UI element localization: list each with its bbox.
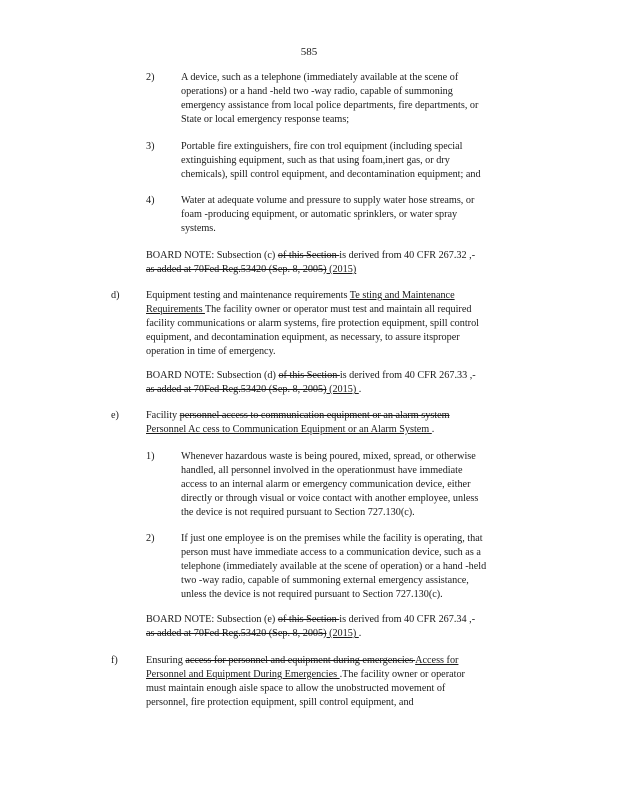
text-line: State or local emergency response teams; bbox=[181, 114, 350, 125]
deleted-text: access for personnel and equipment during emergencies bbox=[185, 655, 416, 666]
board-note-e bbox=[146, 613, 475, 641]
paragraph-item-e2 bbox=[181, 532, 486, 602]
text-line: extinguishing equipment, such as that using foam,inert gas, or dry bbox=[181, 155, 450, 166]
item-label: 2) bbox=[146, 533, 155, 544]
paragraph-text: . bbox=[431, 424, 435, 435]
deleted-text: as added at 70Fed Reg.53420 (Sep. 8, 2005) bbox=[146, 264, 327, 275]
paragraph-item-e bbox=[146, 409, 450, 437]
text-line bbox=[146, 383, 476, 397]
paragraph-item-2 bbox=[181, 71, 478, 127]
deleted-text: as added at 70Fed Reg.53420 (Sep. 8, 2005) bbox=[146, 628, 327, 639]
note-text: is derived from 40 CFR 267.34 ,- bbox=[339, 614, 476, 625]
note-text: BOARD NOTE: Subsection (c) bbox=[146, 250, 278, 261]
paragraph-item-3 bbox=[181, 140, 481, 182]
note-text: . bbox=[358, 384, 362, 395]
board-note-d bbox=[146, 369, 476, 397]
text-line: Water at adequate volume and pressure to supply water hose streams, or bbox=[181, 195, 475, 206]
paragraph-item-d bbox=[146, 289, 479, 359]
text-line: access to an internal alarm or emergency communication device, either bbox=[181, 479, 471, 490]
text-line bbox=[146, 409, 450, 423]
inserted-text: Te sting and Maintenance bbox=[349, 290, 455, 301]
item-label: 2) bbox=[146, 72, 155, 83]
text-line bbox=[146, 249, 475, 263]
paragraph-item-f bbox=[146, 654, 465, 710]
text-line: telephone (immediately available at the scene of operation) or a hand -held bbox=[181, 561, 487, 572]
text-line bbox=[146, 289, 479, 303]
paragraph-item-e1 bbox=[181, 450, 478, 520]
inserted-text: (2015) bbox=[326, 264, 357, 275]
text-line: equipment, and decontamination equipment, as necessary, to assure itsproper bbox=[146, 332, 460, 343]
text-line: Portable fire extinguishers, fire con trol equipment (including special bbox=[181, 141, 463, 152]
text-line bbox=[146, 613, 475, 627]
text-line: facility communications or alarm systems, fire protection equipment, spill control bbox=[146, 318, 479, 329]
paragraph-text: Ensuring bbox=[146, 655, 186, 666]
item-label: 1) bbox=[146, 451, 155, 462]
deleted-text: personnel access to communication equipment or an alarm system bbox=[179, 410, 450, 421]
note-text: is derived from 40 CFR 267.33 ,- bbox=[339, 370, 476, 381]
deleted-text: of this Section bbox=[277, 614, 340, 625]
paragraph-text: .The facility owner or operator bbox=[339, 669, 465, 680]
text-line bbox=[146, 668, 465, 682]
inserted-text: Personnel and Equipment During Emergencies bbox=[146, 669, 340, 680]
text-line bbox=[146, 423, 450, 437]
note-text: BOARD NOTE: Subsection (d) bbox=[146, 370, 279, 381]
text-line: emergency assistance from local police departments, fire departments, or bbox=[181, 100, 479, 111]
text-line: foam -producing equipment, or automatic sprinklers, or water spray bbox=[181, 209, 458, 220]
text-line: personnel, fire protection equipment, spill control equipment, and bbox=[146, 697, 414, 708]
item-label: 3) bbox=[146, 141, 155, 152]
text-line: operation in time of emergency. bbox=[146, 346, 276, 357]
text-line: If just one employee is on the premises while the facility is operating, that bbox=[181, 533, 483, 544]
text-line bbox=[146, 627, 475, 641]
deleted-text: as added at 70Fed Reg.53420 (Sep. 8, 2005) bbox=[146, 384, 327, 395]
inserted-text: Personnel Ac cess to Communication Equipment or an Alarm System bbox=[146, 424, 432, 435]
inserted-text: Access for bbox=[415, 655, 459, 666]
item-label: 4) bbox=[146, 195, 155, 206]
text-line bbox=[146, 654, 465, 668]
item-label: d) bbox=[111, 290, 120, 301]
text-line: operations) or a hand -held two -way radio, capable of summoning bbox=[181, 86, 453, 97]
page-number: 585 bbox=[300, 46, 318, 58]
board-note-c bbox=[146, 249, 475, 277]
text-line: handled, all personnel involved in the operationmust have immediate bbox=[181, 465, 463, 476]
item-label: e) bbox=[111, 410, 119, 421]
paragraph-item-4 bbox=[181, 194, 474, 236]
text-line: two -way radio, capable of summoning external emergency assistance, bbox=[181, 575, 469, 586]
text-line: must maintain enough aisle space to allow the unobstructed movement of bbox=[146, 683, 446, 694]
paragraph-text: The facility owner or operator must test and maintain all required bbox=[204, 304, 472, 315]
text-line: systems. bbox=[181, 223, 216, 234]
inserted-text: (2015) bbox=[326, 628, 359, 639]
text-line bbox=[146, 303, 479, 317]
text-line: directly or through visual or voice contact with another employee, unless bbox=[181, 493, 479, 504]
inserted-text: (2015) bbox=[326, 384, 359, 395]
text-line bbox=[146, 369, 476, 383]
deleted-text: of this Section bbox=[278, 370, 340, 381]
text-line: person must have immediate access to a communication device, such as a bbox=[181, 547, 481, 558]
note-text: BOARD NOTE: Subsection (e) bbox=[146, 614, 278, 625]
paragraph-text: Equipment testing and maintenance requirements bbox=[146, 290, 350, 301]
text-line: A device, such as a telephone (immediately available at the scene of bbox=[181, 72, 459, 83]
note-text: is derived from 40 CFR 267.32 ,- bbox=[339, 250, 476, 261]
text-line bbox=[146, 263, 475, 277]
text-line: unless the device is not required pursuant to Section 727.130(c). bbox=[181, 589, 443, 600]
text-line: chemicals), spill control equipment, and decontamination equipment; and bbox=[181, 169, 481, 180]
note-text: . bbox=[358, 628, 362, 639]
item-label: f) bbox=[111, 655, 118, 666]
inserted-text: Requirements bbox=[146, 304, 205, 315]
text-line: the device is not required pursuant to Section 727.130(c). bbox=[181, 507, 415, 518]
deleted-text: of this Section bbox=[277, 250, 340, 261]
text-line: Whenever hazardous waste is being poured, mixed, spread, or otherwise bbox=[181, 451, 476, 462]
paragraph-text: Facility bbox=[146, 410, 180, 421]
